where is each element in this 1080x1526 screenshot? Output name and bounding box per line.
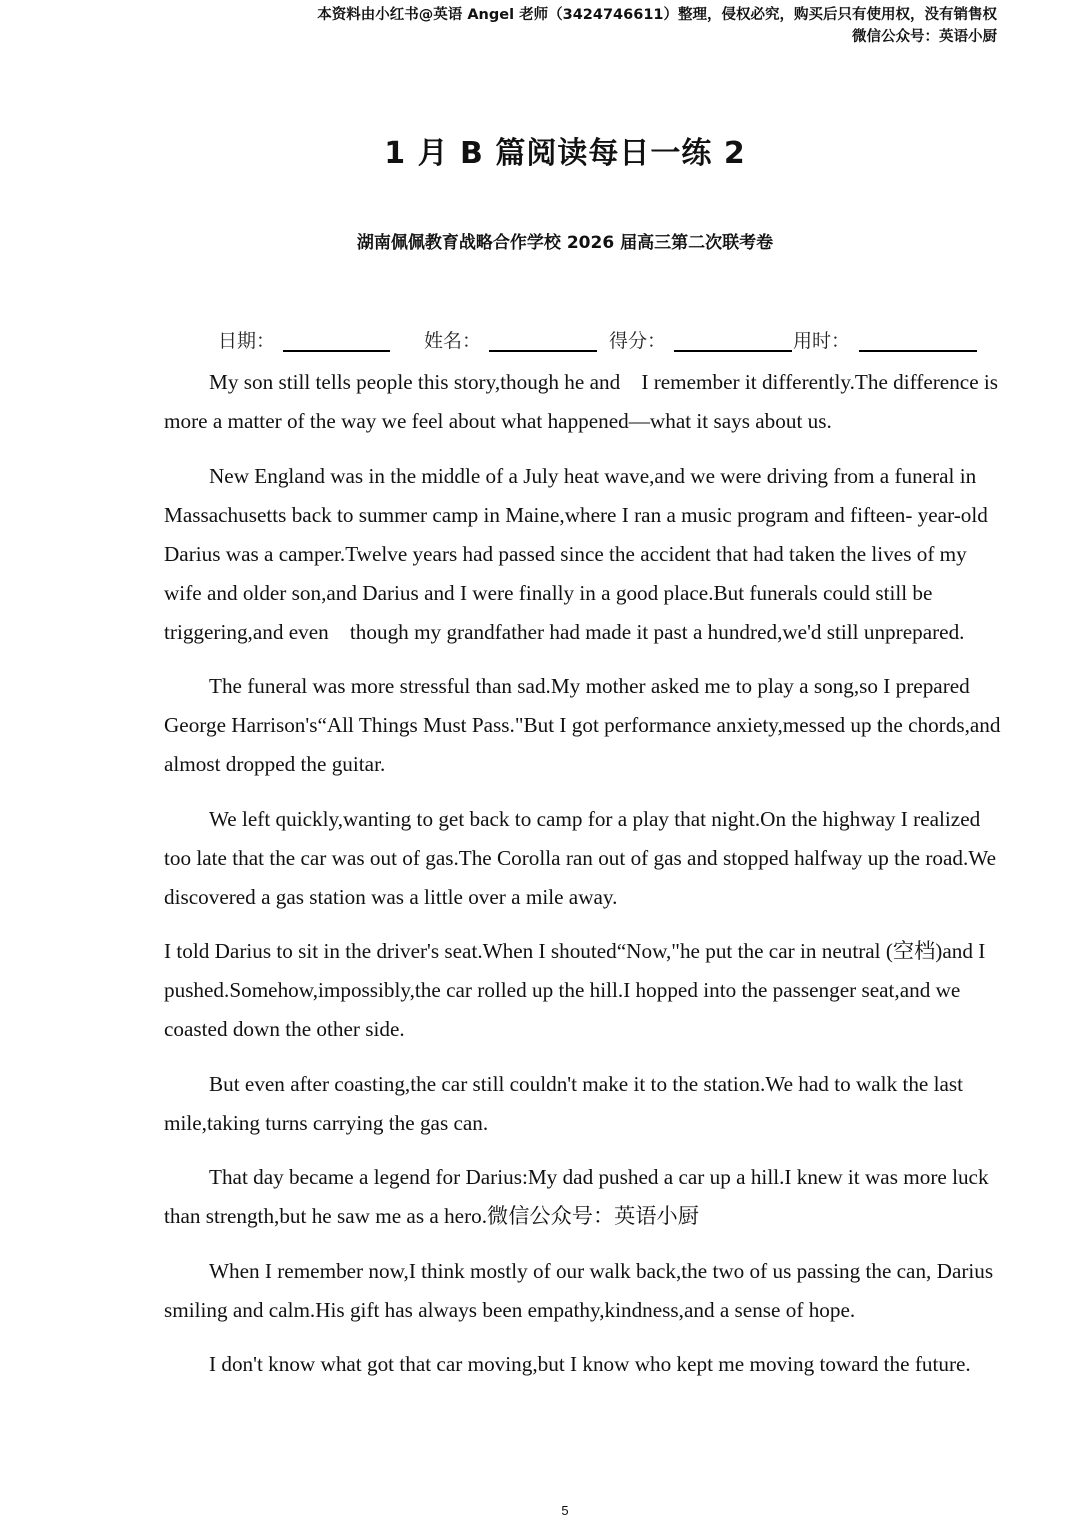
passage-paragraph: But even after coasting,the car still couldn't make it to the station.We had to walk the last mile,taking turns carrying the gas can.: [164, 1071, 964, 1135]
passage-paragraph: We left quickly,wanting to get back to camp for a play that night.On the highway I realized too late that the car was out of gas.The Corolla ran out of gas and stopped halfway up the road.We discovered a gas station was a little over a mile away.: [164, 806, 997, 909]
passage-paragraph: The funeral was more stressful than sad.My mother asked me to play a song,so I prepared George Harrison's“All Things Must Pass."But I got performance anxiety,messed up the chords,and almost dropped the guitar.: [164, 674, 1022, 776]
name-blank[interactable]: [489, 350, 597, 352]
passage-paragraph: That day became a legend for Darius:My dad pushed a car up a hill.I knew it was more luck than strength,but he saw me as a hero.微信公众号：英语小厨: [164, 1165, 989, 1228]
passage-paragraph: When I remember now,I think mostly of our walk back,the two of us passing the can, Darius smiling and calm.His gift has always been empathy,kindness,and a sense of hope.: [164, 1258, 994, 1322]
passage-paragraph: I told Darius to sit in the driver's seat.When I shouted“Now,"he put the car in neutral (空档)and I pushed.Somehow,impossibly,the car rolled up the hill.I hopped into the passenger seat,and we coasted down the other side.: [164, 939, 991, 1041]
date-blank[interactable]: [283, 350, 390, 352]
time-label: 用时：: [793, 330, 851, 352]
passage-paragraph: I don't know what got that car moving,but I know who kept me moving toward the future.: [209, 1352, 971, 1376]
score-label: 得分：: [609, 330, 667, 352]
date-label: 日期：: [218, 330, 276, 352]
time-blank[interactable]: [859, 350, 977, 352]
passage-paragraph: New England was in the middle of a July heat wave,and we were driving from a funeral in Massachusetts back to summer camp in Maine,where I ran a music program and fifteen- year-old Darius was a camper.Twelve years had passed since the accident that had taken the lives of my wife and older son,and Darius and I were finally in a good place.But funerals could still be triggering,and even though my grandfather had made it past a hundred,we'd still unprepared.: [164, 463, 994, 644]
exam-source: 湖南佩佩教育战略合作学校 2026 届高三第二次联考卷: [356, 233, 774, 253]
reading-passage: [164, 363, 1022, 1400]
copyright-header: [317, 4, 997, 48]
copyright-notice: 本资料由小红书@英语 Angel 老师（3424746611）整理，侵权必究，购买后只有使用权，没有销售权: [317, 7, 997, 23]
page-number: 5: [561, 1503, 569, 1518]
name-label: 姓名：: [424, 330, 482, 352]
wechat-account: 微信公众号：英语小厨: [852, 29, 997, 45]
score-blank[interactable]: [674, 350, 792, 352]
passage-paragraph: My son still tells people this story,though he and I remember it differently.The difference is more a matter of the way we feel about what happened—what it says about us.: [164, 370, 1004, 433]
page-title: 1 月 B 篇阅读每日一练 2: [384, 136, 746, 171]
